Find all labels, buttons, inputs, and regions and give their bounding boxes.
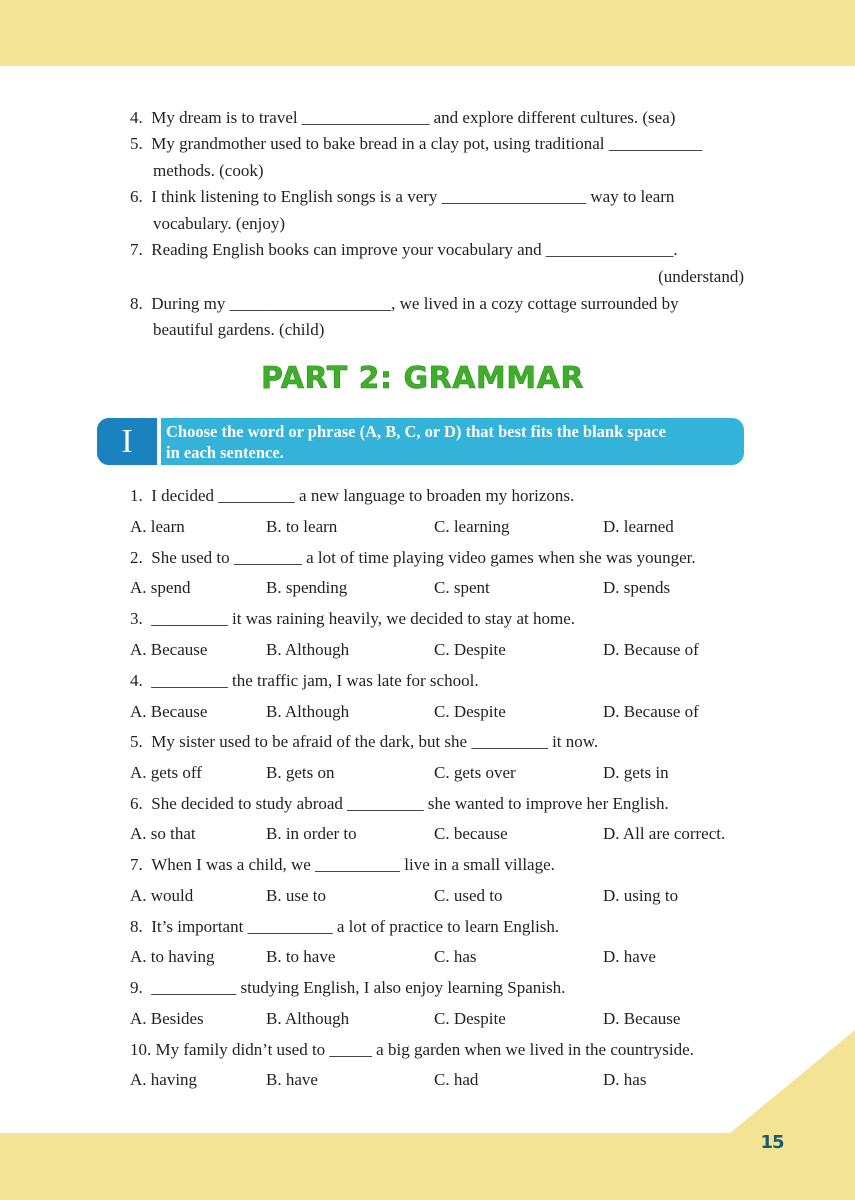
option-d[interactable]: D. Because of: [603, 702, 699, 721]
option-b[interactable]: B. Although: [266, 1009, 350, 1028]
badge-separator: [157, 418, 161, 465]
option-d[interactable]: D. gets in: [603, 763, 669, 782]
question-9: 9. __________ studying English, I also enjoy learning Spanish.: [130, 978, 566, 997]
option-d[interactable]: D. using to: [603, 886, 679, 905]
question-10: 10. My family didn’t used to _____ a big garden when we lived in the countryside.: [130, 1040, 694, 1059]
option-b[interactable]: B. Although: [266, 640, 350, 659]
option-b[interactable]: B. to have: [266, 947, 336, 966]
vocab-item-8-cont: beautiful gardens. (child): [153, 320, 325, 339]
question-6: 6. She decided to study abroad _________ she wanted to improve her English.: [130, 794, 669, 813]
option-c[interactable]: C. because: [434, 824, 508, 843]
part-title: PART 2: GRAMMAR: [261, 361, 584, 396]
option-b[interactable]: B. use to: [266, 886, 326, 905]
option-a[interactable]: A. spend: [130, 578, 191, 597]
option-c[interactable]: C. learning: [434, 517, 510, 536]
option-c[interactable]: C. spent: [434, 578, 490, 597]
option-b[interactable]: B. gets on: [266, 763, 335, 782]
option-c[interactable]: C. Despite: [434, 640, 506, 659]
corner-triangle-decoration: [730, 1030, 855, 1133]
option-d[interactable]: D. has: [603, 1070, 647, 1089]
instruction-line-2: in each sentence.: [166, 443, 284, 462]
option-c[interactable]: C. Despite: [434, 1009, 506, 1028]
option-b[interactable]: B. in order to: [266, 824, 357, 843]
vocab-item-4: 4. My dream is to travel _______________ and explore different cultures. (sea): [130, 108, 676, 127]
vocab-item-6-cont: vocabulary. (enjoy): [153, 214, 286, 233]
question-5: 5. My sister used to be afraid of the dark, but she _________ it now.: [130, 732, 599, 751]
option-a[interactable]: A. gets off: [130, 763, 202, 782]
option-a[interactable]: A. Because: [130, 702, 208, 721]
vocab-item-5-cont: methods. (cook): [153, 161, 264, 180]
option-b[interactable]: B. to learn: [266, 517, 338, 536]
option-c[interactable]: C. gets over: [434, 763, 516, 782]
instruction-line-1: Choose the word or phrase (A, B, C, or D) that best fits the blank space: [166, 422, 666, 441]
instruction-text: [166, 421, 741, 463]
vocab-item-7-cont: (understand): [658, 267, 744, 286]
question-4: 4. _________ the traffic jam, I was late for school.: [130, 671, 479, 690]
option-d[interactable]: D. All are correct.: [603, 824, 726, 843]
option-a[interactable]: A. Besides: [130, 1009, 204, 1028]
question-2: 2. She used to ________ a lot of time playing video games when she was younger.: [130, 548, 696, 567]
option-c[interactable]: C. used to: [434, 886, 503, 905]
option-a[interactable]: A. so that: [130, 824, 196, 843]
top-band: [0, 0, 855, 66]
vocab-item-5: 5. My grandmother used to bake bread in a clay pot, using traditional ___________: [130, 134, 703, 153]
option-c[interactable]: C. had: [434, 1070, 479, 1089]
option-d[interactable]: D. have: [603, 947, 656, 966]
option-a[interactable]: A. having: [130, 1070, 198, 1089]
option-a[interactable]: A. learn: [130, 517, 185, 536]
section-numeral-badge: I: [97, 418, 157, 465]
option-b[interactable]: B. have: [266, 1070, 318, 1089]
option-d[interactable]: D. Because of: [603, 640, 699, 659]
question-3: 3. _________ it was raining heavily, we decided to stay at home.: [130, 609, 576, 628]
option-b[interactable]: B. Although: [266, 702, 350, 721]
bottom-band: [0, 1133, 855, 1200]
option-d[interactable]: D. learned: [603, 517, 674, 536]
question-8: 8. It’s important __________ a lot of practice to learn English.: [130, 917, 560, 936]
option-d[interactable]: D. spends: [603, 578, 671, 597]
option-b[interactable]: B. spending: [266, 578, 348, 597]
vocab-item-6: 6. I think listening to English songs is a very _________________ way to learn: [130, 187, 675, 206]
option-a[interactable]: A. Because: [130, 640, 208, 659]
option-a[interactable]: A. to having: [130, 947, 215, 966]
question-7: 7. When I was a child, we __________ live in a small village.: [130, 855, 555, 874]
page-number: 15: [760, 1132, 784, 1153]
vocab-item-8: 8. During my ___________________, we lived in a cozy cottage surrounded by: [130, 294, 679, 313]
option-a[interactable]: A. would: [130, 886, 194, 905]
question-1: 1. I decided _________ a new language to broaden my horizons.: [130, 486, 575, 505]
vocab-item-7: 7. Reading English books can improve your vocabulary and _______________.: [130, 240, 678, 259]
option-c[interactable]: C. has: [434, 947, 477, 966]
option-c[interactable]: C. Despite: [434, 702, 506, 721]
option-d[interactable]: D. Because: [603, 1009, 681, 1028]
